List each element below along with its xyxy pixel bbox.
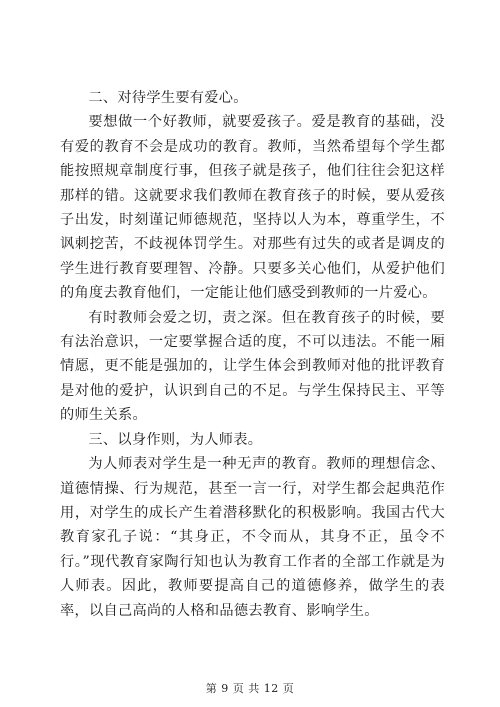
- document-body: [60, 86, 445, 623]
- page-number-footer: 第 9 页 共 12 页: [205, 682, 295, 695]
- paragraph-love-children: 要想做一个好教师，就要爱孩子。爱是教育的基础，没有爱的教育不会是成功的教育。教师，当然希望每个学生都能按照规章制度行事，但孩子就是孩子，他们往往会犯这样那样的错。这就要求我们教师在教育孩子的时候，要从爱孩子出发，时刻谨记师德规范，坚持以人为本，尊重学生，不讽刺挖苦，不歧视体罚学生。对那些有过失的或者是调皮的学生进行教育要理智、冷静。只要多关心他们，从爱护他们的角度去教育他们，一定能让他们感受到教师的一片爱心。: [60, 114, 445, 302]
- section-heading-2: 二、对待学生要有爱心。: [88, 90, 248, 106]
- section-heading-3: 三、以身作则，为人师表。: [88, 431, 263, 448]
- paragraph-legal-awareness: 有时教师会爱之切，责之深。但在教育孩子的时候，要有法治意识，一定要掌握合适的度，不可以违法。不能一厢情愿，更不能是强加的，让学生体会到教师对他的批评教育是对他的爱护，认识到自己的不足。与学生保持民主、平等的师生关系。: [60, 309, 445, 424]
- paragraph-role-model: 为人师表对学生是一种无声的教育。教师的理想信念、道德情操、行为规范，甚至一言一行，对学生都会起典范作用，对学生的成长产生着潜移默化的积极影响。我国古代大教育家孔子说：“其身正，不令而从，其身不正，虽令不行。”现代教育家陶行知也认为教育工作者的全部工作就是为人师表。因此，教师要提高自己的道德修养，做学生的表率，以自己高尚的人格和品德去教育、影响学生。: [60, 456, 445, 619]
